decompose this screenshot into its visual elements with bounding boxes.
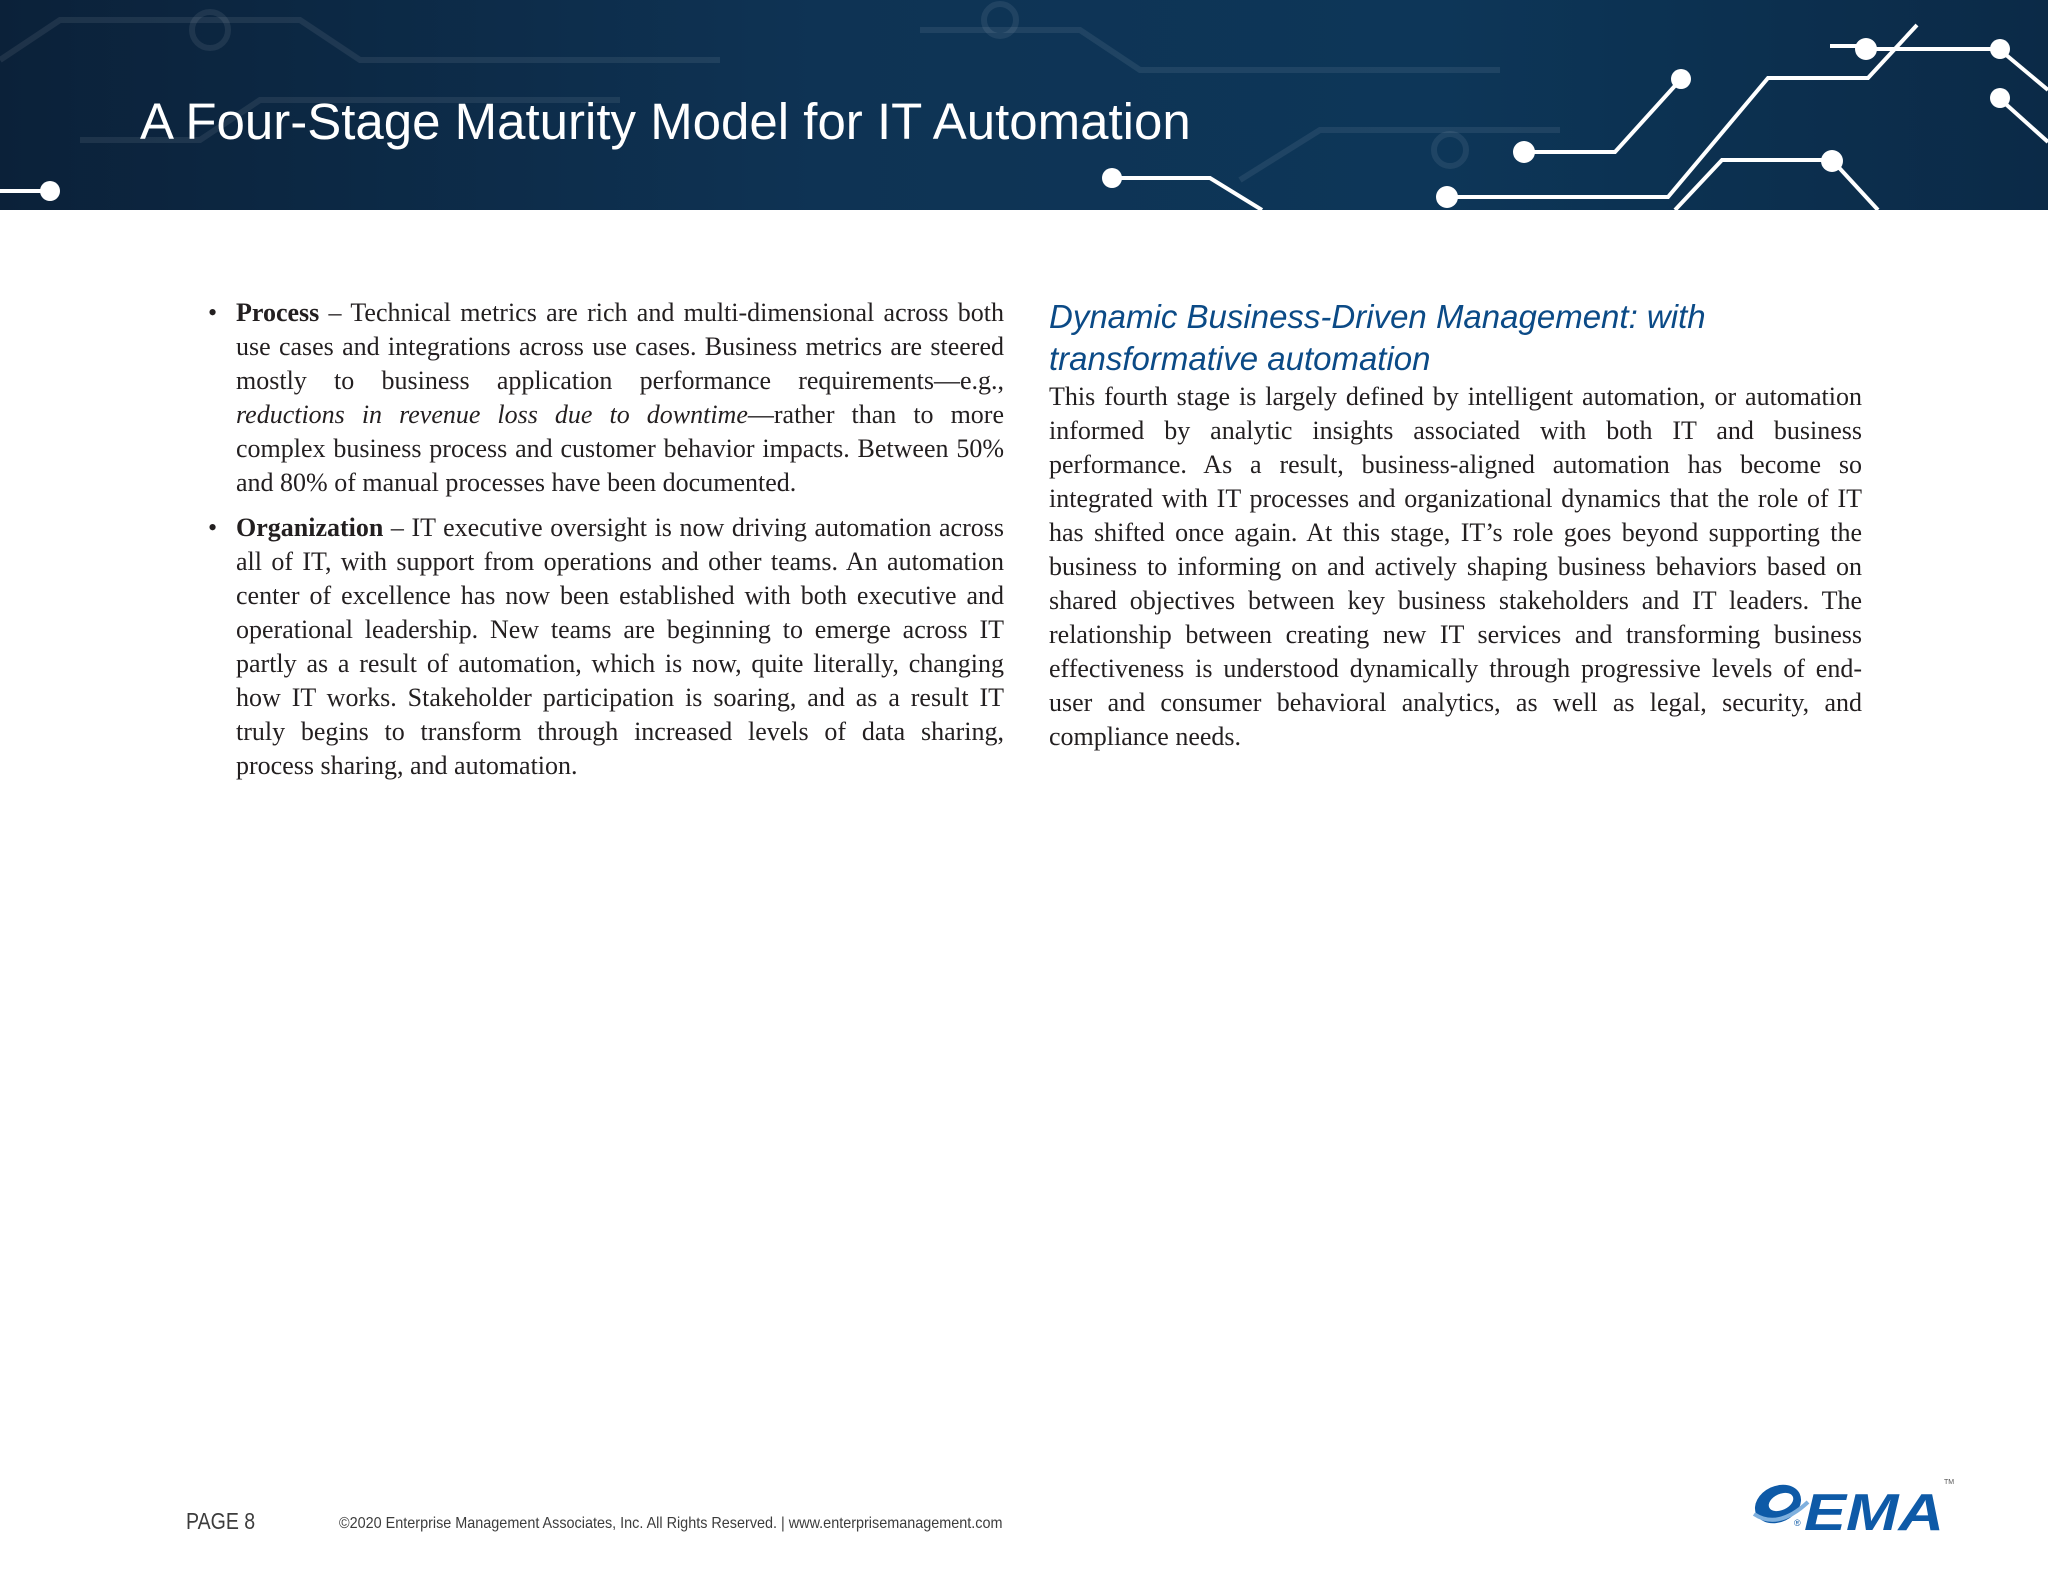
copyright-notice: ©2020 Enterprise Management Associates, Inc. All Rights Reserved. | www.enterprisemanagement.com [339, 1515, 1003, 1532]
bullet-organization-dash: – [383, 513, 412, 542]
left-column [208, 296, 1004, 794]
right-column [1049, 296, 1862, 754]
page-number: PAGE 8 [186, 1508, 256, 1534]
bullet-process-dash: – [319, 298, 351, 327]
bullet-list [208, 296, 1004, 783]
bullet-organization [208, 511, 1004, 783]
logo-tm-mark: TM [1944, 1479, 1955, 1486]
bullet-dot-icon: • [208, 298, 218, 327]
page-title: A Four-Stage Maturity Model for IT Automation [140, 93, 1191, 150]
bullet-process-label: Process [236, 298, 320, 327]
bullet-dot-icon: • [208, 513, 218, 542]
bullet-process-text-end: —rather than to more complex business process and customer behavior impacts. Between 50% and 80% of manual processes have been documented. [236, 400, 1005, 497]
bullet-process-emphasis: reductions in revenue loss due to downtime [236, 400, 748, 429]
ema-logo [1748, 1468, 1958, 1540]
bullet-process-text: Technical metrics are rich and multi-dimensional across both use cases and integrations across use cases. Business metrics are steered mostly to business application performance requirements—e.g., [236, 298, 1005, 395]
section-body: This fourth stage is largely defined by intelligent automation, or automation informed by analytic insights associated with both IT and business performance. As a result, business-aligned automation has become so integrated with IT processes and organizational dynamics that the role of IT has shifted once again. At this stage, IT’s role goes beyond supporting the business to informing on and actively shaping business behaviors based on shared objectives between key business stakeholders and IT leaders. The relationship between creating new IT services and transforming business effectiveness is understood dynamically through progressive levels of end-user and consumer behavioral analytics, as well as legal, security, and compliance needs. [1049, 382, 1862, 751]
logo-text: EMA [1804, 1484, 1944, 1540]
bullet-process [208, 296, 1004, 500]
logo-reg-mark: ® [1794, 1518, 1801, 1528]
bullet-organization-label: Organization [236, 513, 384, 542]
bullet-organization-text: IT executive oversight is now driving automation across all of IT, with support from operations and other teams. An automation center of excellence has now been established with both executive and operational leadership. New teams are beginning to emerge across IT partly as a result of automation, which is now, quite literally, changing how IT works. Stakeholder participation is soaring, and as a result IT truly begins to transform through increased levels of data sharing, process sharing, and automation. [236, 513, 1004, 780]
section-heading: Dynamic Business-Driven Management: with transformative automation [1049, 298, 1706, 377]
page-header-banner [0, 0, 2048, 210]
